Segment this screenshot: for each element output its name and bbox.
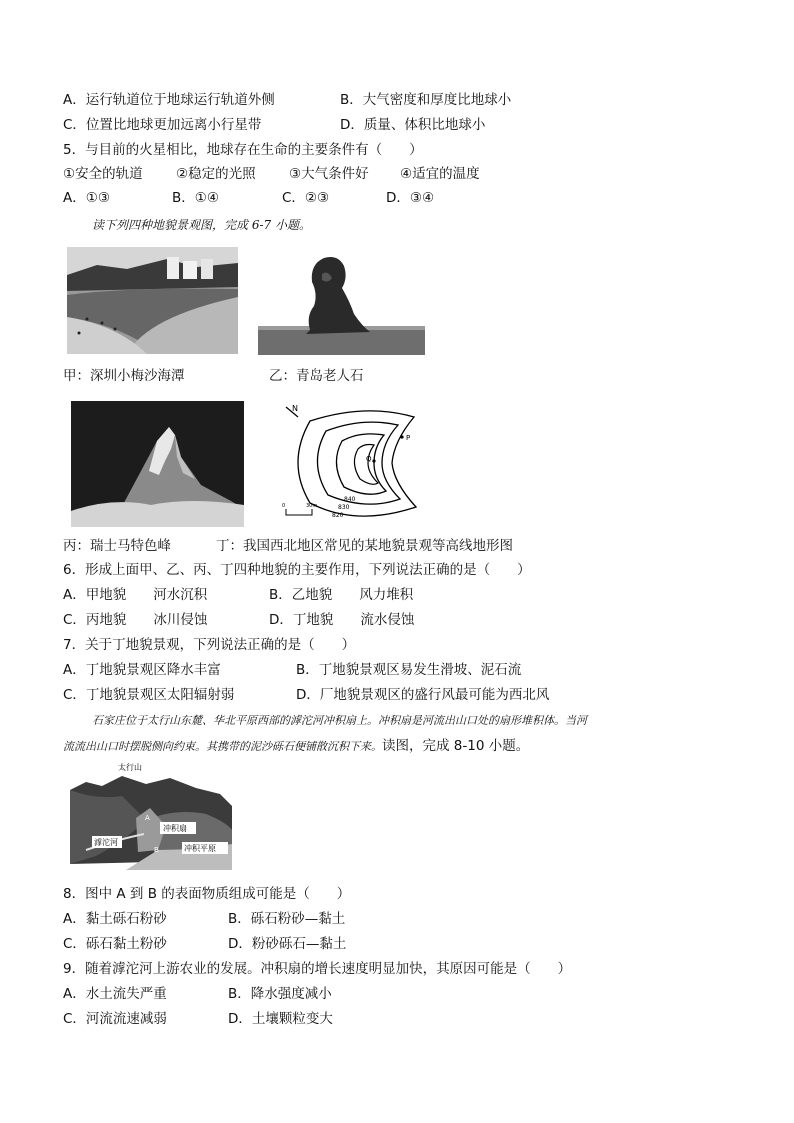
contour-label-830: 830: [338, 504, 350, 511]
q5-item-2: ②稳定的光照: [176, 166, 256, 182]
q4-option-c: C．位置比地球更加远离小行星带: [63, 117, 262, 133]
label-point-a: A: [145, 814, 150, 822]
contour-label-840: 840: [344, 496, 356, 503]
q5-item-1: ①安全的轨道: [63, 166, 143, 182]
label-fan: 冲积扇: [163, 824, 187, 833]
contour-map-ding: [276, 403, 448, 527]
intro-6-7: 读下列四种地貌景观图，完成 6-7 小题。: [92, 218, 311, 232]
q8-stem: 8．图中 A 到 B 的表面物质组成可能是（ ）: [63, 886, 351, 902]
intro-8-10-line2-b: 读图，完成 8-10 小题。: [382, 738, 530, 754]
label-plain: 冲积平原: [184, 844, 216, 853]
label-point-b: B: [154, 846, 159, 854]
q6-option-b: B．乙地貌 风力堆积: [269, 587, 414, 603]
q9-option-b: B．降水强度减小: [228, 986, 332, 1002]
intro-8-10-line2: [63, 737, 529, 756]
intro-8-10-line1: 石家庄位于太行山东麓、华北平原西部的滹沱河冲积扇上。冲积扇是河流出山口处的扇形堆积体。当河: [92, 714, 587, 727]
q5-option-d: D．③④: [386, 190, 435, 206]
q9-option-c: C．河流流速减弱: [63, 1011, 167, 1027]
q9-stem: 9．随着滹沱河上游农业的发展。冲积扇的增长速度明显加快，其原因可能是（ ）: [63, 961, 572, 977]
q6-option-d: D．丁地貌 流水侵蚀: [269, 612, 415, 628]
photo-matterhorn: [71, 401, 244, 527]
contour-north-label: N: [292, 404, 298, 413]
contour-scale-end: 30m: [306, 503, 318, 509]
q8-option-b: B．砾石粉砂—黏土: [228, 911, 346, 927]
q9-option-d: D．土壤颗粒变大: [228, 1011, 333, 1027]
contour-point-q: Q: [366, 455, 372, 463]
intro-8-10-line2-a: 流流出山口时摆脱侧向约束。其携带的泥沙砾石便铺散沉积下来。: [63, 740, 382, 753]
caption-jia: 甲：深圳小梅沙海潭: [63, 368, 185, 384]
q8-option-d: D．粉砂砾石—黏土: [228, 936, 347, 952]
q5-item-3: ③大气条件好: [289, 166, 369, 182]
caption-ding: 丁：我国西北地区常见的某地貌景观等高线地形图: [216, 538, 513, 554]
q4-option-a: A．运行轨道位于地球运行轨道外侧: [63, 92, 275, 108]
q5-stem: 5．与目前的火星相比，地球存在生命的主要条件有（ ）: [63, 142, 423, 158]
contour-point-p: P: [406, 434, 411, 442]
q8-option-a: A．黏土砾石粉砂: [63, 911, 167, 927]
q6-stem: 6．形成上面甲、乙、丙、丁四种地貌的主要作用，下列说法正确的是（ ）: [63, 562, 531, 578]
q5-option-a: A．①③: [63, 190, 110, 206]
label-taihang: 太行山: [118, 763, 142, 772]
label-river: 滹沱河: [94, 838, 118, 847]
caption-yi: 乙：青岛老人石: [269, 368, 364, 384]
alluvial-fan-diagram: [66, 760, 232, 872]
q7-option-d: D．厂地貌景观区的盛行风最可能为西北风: [296, 687, 550, 703]
q9-option-a: A．水土流失严重: [63, 986, 167, 1002]
photo-laorenshi-rock: [258, 254, 425, 355]
q7-option-a: A．丁地貌景观区降水丰富: [63, 662, 221, 678]
photo-xiaomeisha-beach: [67, 247, 238, 354]
contour-scale-zero: 0: [282, 503, 286, 509]
q8-option-c: C．砾石黏土粉砂: [63, 936, 167, 952]
q7-stem: 7．关于丁地貌景观，下列说法正确的是（ ）: [63, 637, 356, 653]
q6-option-a: A．甲地貌 河水沉积: [63, 587, 208, 603]
contour-label-820: 820: [332, 512, 344, 519]
q4-option-b: B．大气密度和厚度比地球小: [340, 92, 512, 108]
q5-option-b: B．①④: [172, 190, 219, 206]
q5-item-4: ④适宜的温度: [400, 166, 480, 182]
caption-bing: 丙：瑞士马特色峰: [63, 538, 171, 554]
q5-option-c: C．②③: [282, 190, 330, 206]
q4-option-d: D．质量、体积比地球小: [340, 117, 486, 133]
q7-option-c: C．丁地貌景观区太阳辐射弱: [63, 687, 235, 703]
q6-option-c: C．丙地貌 冰川侵蚀: [63, 612, 208, 628]
q7-option-b: B．丁地貌景观区易发生滑坡、泥石流: [296, 662, 522, 678]
